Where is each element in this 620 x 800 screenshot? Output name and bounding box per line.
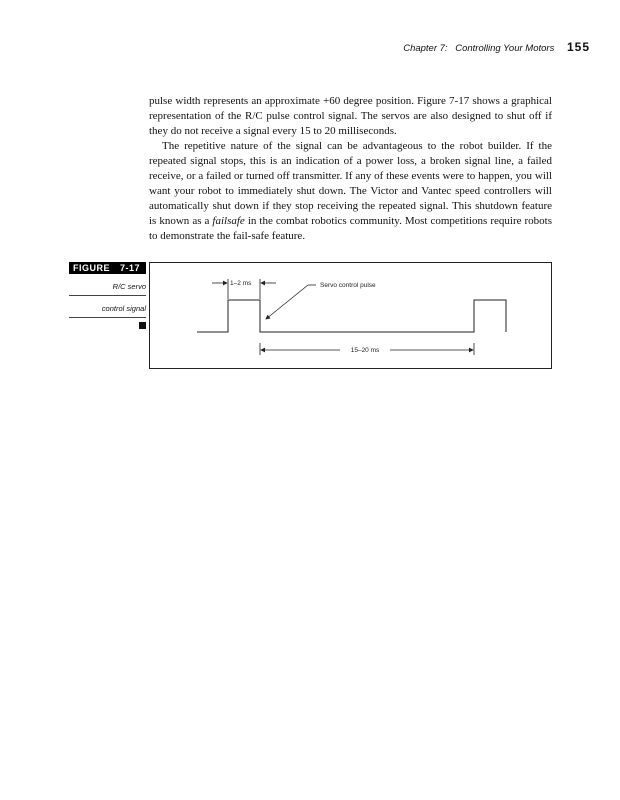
figure-tag-number: 7-17 <box>120 263 141 273</box>
pulse-name-label: Servo control pulse <box>320 282 376 289</box>
paragraph-1: pulse width represents an approximate +60 degree position. Figure 7-17 shows a graphical representation of the R/C pulse control signal. The servos are also designed to shut off if they do not receive a signal every 15 to 20 milliseconds. <box>149 95 552 137</box>
body-text <box>149 94 552 244</box>
pulse-width-label: 1–2 ms <box>230 280 252 287</box>
callout-line <box>266 285 308 319</box>
figure-caption-line-2: control signal <box>69 296 146 318</box>
running-header <box>403 40 590 54</box>
figure-tag <box>69 262 146 274</box>
figure-tag-word: FIGURE <box>73 263 111 273</box>
figure-caption-line-1: R/C servo <box>69 274 146 296</box>
servo-signal-diagram <box>150 263 551 368</box>
page-number: 155 <box>566 40 590 54</box>
paragraph-2 <box>149 139 552 244</box>
paragraph-2-end: in the combat robotics community. Most competitions require robots to demonstrate the fail-safe feature. <box>149 215 553 242</box>
signal-waveform <box>197 300 506 332</box>
figure-label <box>69 262 146 329</box>
failsafe-term: failsafe <box>212 215 245 227</box>
period-label: 15–20 ms <box>350 347 380 354</box>
paragraph-2-start: The repetitive nature of the signal can be advantageous to the robot builder. If the repeated signal stops, this is an indication of a power loss, a broken signal line, a failed receive, or a failed or turned off transmitter. If any of these events were to happen, you will want your robot to immediately shut down. The Victor and Vantec speed controllers will automatically shut down if they stop receiving the repeated signal. This shutdown feature is known as a <box>149 140 552 227</box>
header-chapter: Chapter 7: <box>403 43 448 54</box>
figure-diagram <box>149 262 552 369</box>
header-title: Controlling Your Motors <box>455 43 555 54</box>
caption-end-square-icon <box>139 322 146 329</box>
